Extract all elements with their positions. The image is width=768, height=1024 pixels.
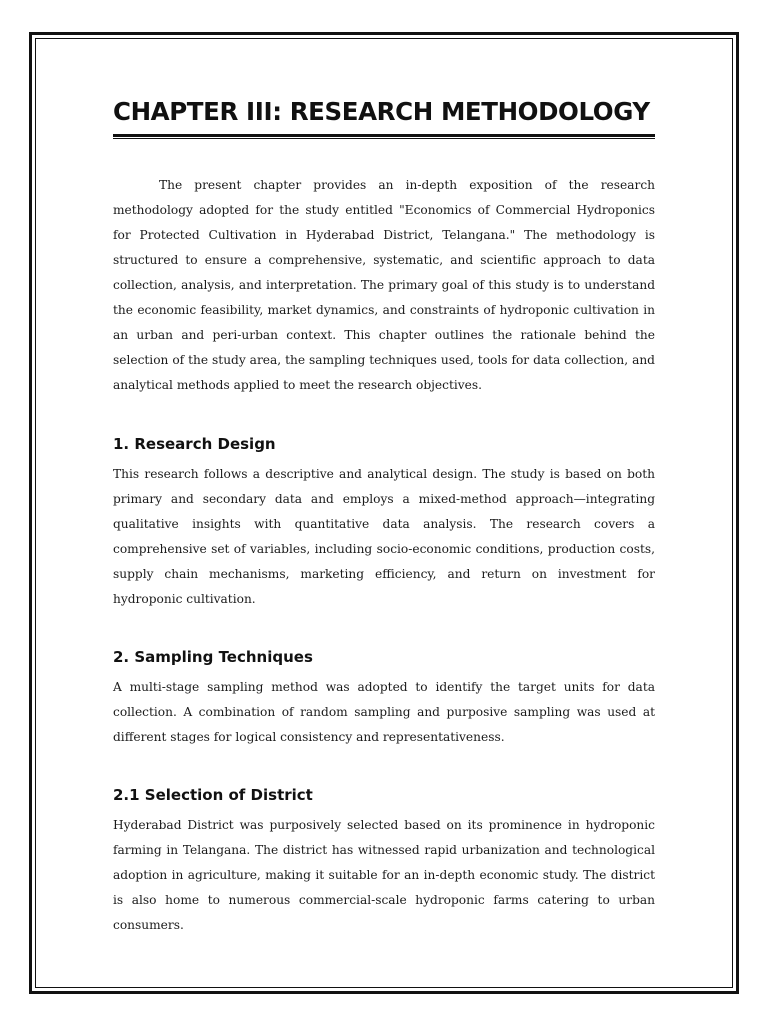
title-underline-thin <box>113 138 655 139</box>
section-body-selection-of-district: Hyderabad District was purposively selected based on its prominence in hydroponic farming in Telangana. The district has witnessed rapid urbanization and technological adoption in agriculture, making it suitable for an in-depth economic study. The district is also home to numerous commercial-scale hydroponic farms catering to urban consumers. <box>113 818 655 932</box>
section-body-research-design: This research follows a descriptive and analytical design. The study is based on both primary and secondary data and employs a mixed-method approach—integrating qualitative insights with quantitative data analysis. The research covers a comprehensive set of variables, including socio-economic conditions, production costs, supply chain mechanisms, marketing efficiency, and return on investment for hydroponic cultivation. <box>113 467 655 606</box>
page-content <box>113 90 655 938</box>
section-heading-sampling-techniques: 2. Sampling Techniques <box>113 648 313 666</box>
intro-paragraph: The present chapter provides an in-depth exposition of the research methodology adopted for the study entitled "Economics of Commercial Hydroponics for Protected Cultivation in Hyderabad District, Telangana." The methodology is structured to ensure a comprehensive, systematic, and scientific approach to data collection, analysis, and interpretation. The primary goal of this study is to understand the economic feasibility, market dynamics, and constraints of hydroponic cultivation in an urban and peri-urban context. This chapter outlines the rationale behind the selection of the study area, the sampling techniques used, tools for data collection, and analytical methods applied to meet the research objectives. <box>113 178 655 392</box>
section-heading-research-design: 1. Research Design <box>113 435 276 453</box>
title-underline-thick <box>113 134 655 137</box>
section-heading-selection-of-district: 2.1 Selection of District <box>113 786 313 804</box>
section-body-sampling-techniques: A multi-stage sampling method was adopted to identify the target units for data collection. A combination of random sampling and purposive sampling was used at different stages for logical consistency and representativeness. <box>113 680 655 744</box>
chapter-title: CHAPTER III: RESEARCH METHODOLOGY <box>113 97 650 126</box>
